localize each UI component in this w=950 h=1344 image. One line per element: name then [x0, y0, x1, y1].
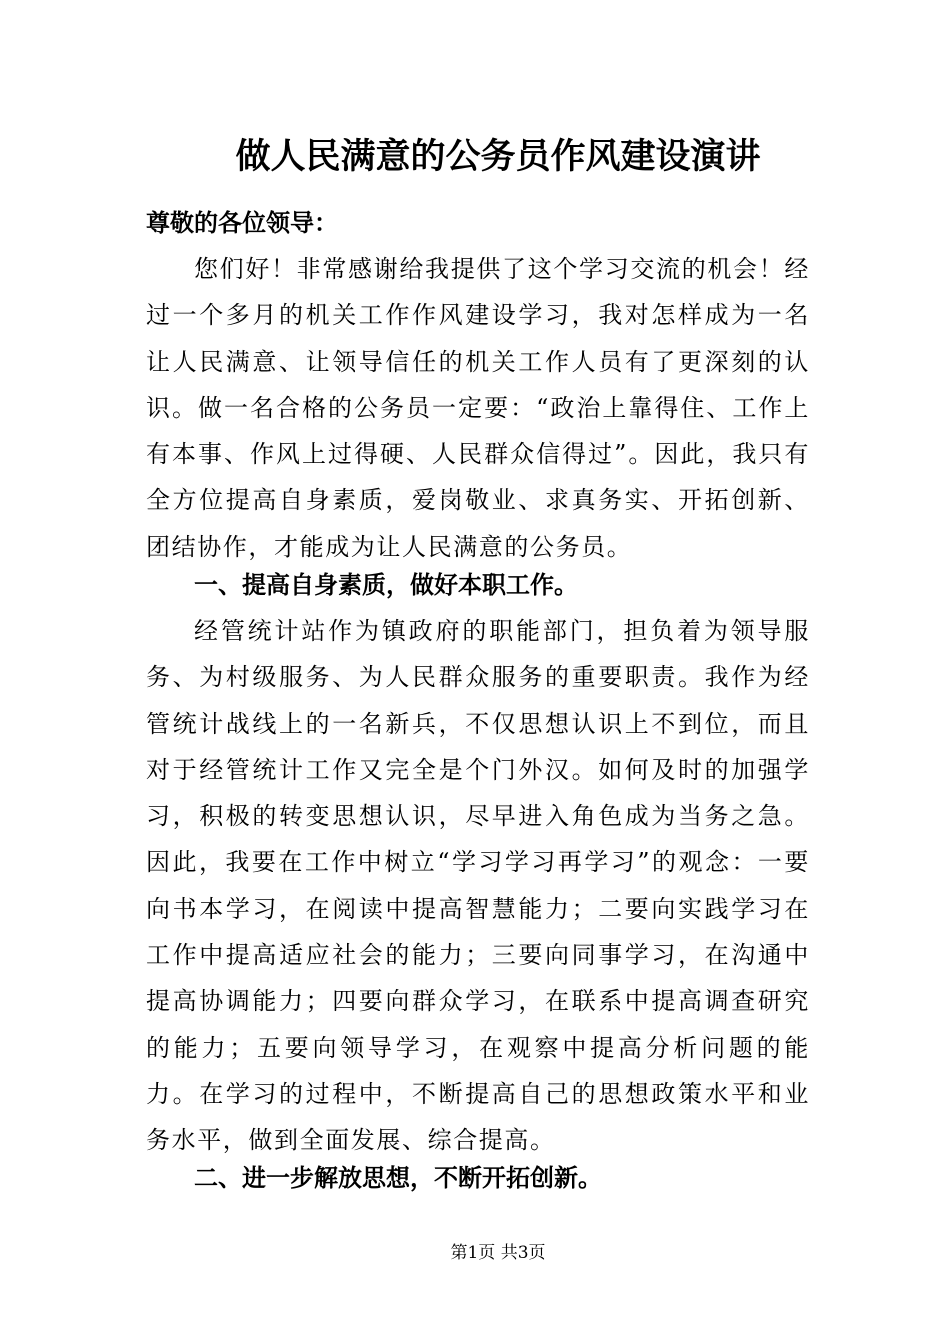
section-heading-1: 一、提高自身素质，做好本职工作。 [194, 571, 578, 599]
salutation: 尊敬的各位领导： [146, 208, 338, 237]
document-title: 做人民满意的公务员作风建设演讲 [235, 136, 761, 177]
section-heading-2: 二、进一步解放思想，不断开拓创新。 [194, 1164, 602, 1192]
page-number-footer: 第1页 共3页 [450, 1243, 546, 1263]
body-paragraph-2: 经管统计站作为镇政府的职能部门，担负着为领导服务、为村级服务、为人民群众服务的重要职责。我作为经管统计战线上的一名新兵，不仅思想认识上不到位，而且对于经管统计工作又完全是个门外汉。如何及时的加强学习，积极的转变思想认识，尽早进入角色成为当务之急。因此，我要在工作中树立“学习学习再学习”的观念：一要向书本学习，在阅读中提高智慧能力；二要向实践学习在工作中提高适应社会的能力；三要向同事学习，在沟通中提高协调能力；四要向群众学习，在联系中提高调查研究的能力；五要向领导学习，在观察中提高分析问题的能力。在学习的过程中，不断提高自己的思想政策水平和业务水平，做到全面发展、综合提高。 [146, 617, 810, 1155]
body-paragraph-1: 您们好！非常感谢给我提供了这个学习交流的机会！经过一个多月的机关工作作风建设学习，我对怎样成为一名让人民满意、让领导信任的机关工作人员有了更深刻的认识。做一名合格的公务员一定要：“政治上靠得住、工作上有本事、作风上过得硬、人民群众信得过”。因此，我只有全方位提高自身素质，爱岗敬业、求真务实、开拓创新、团结协作，才能成为让人民满意的公务员。 [146, 255, 810, 561]
